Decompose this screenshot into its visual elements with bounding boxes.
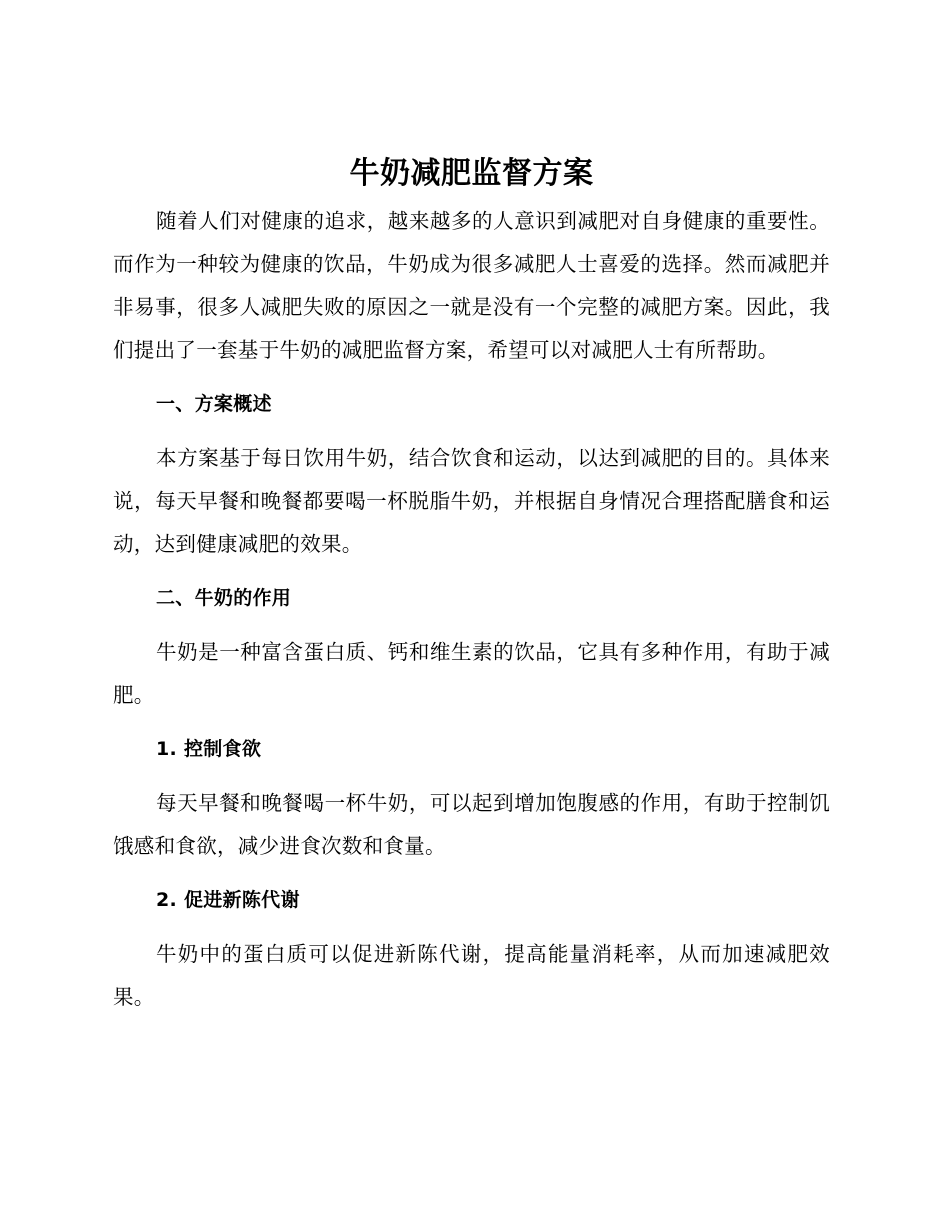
subsection-heading-appetite: 1. 控制食欲 — [156, 738, 262, 760]
subsection-body-metabolism: 牛奶中的蛋白质可以促进新陈代谢，提高能量消耗率，从而加速减肥效果。 — [113, 942, 830, 1009]
document-title: 牛奶减肥监督方案 — [349, 156, 594, 191]
document-body — [113, 148, 830, 1019]
section-body-overview: 本方案基于每日饮用牛奶，结合饮食和运动，以达到减肥的目的。具体来说，每天早餐和晚餐都要喝一杯脱脂牛奶，并根据自身情况合理搭配膳食和运动，达到健康减肥的效果。 — [113, 446, 830, 556]
intro-paragraph: 随着人们对健康的追求，越来越多的人意识到减肥对自身健康的重要性。而作为一种较为健康的饮品，牛奶成为很多减肥人士喜爱的选择。然而减肥并非易事，很多人减肥失败的原因之一就是没有一个完整的减肥方案。因此，我们提出了一套基于牛奶的减肥监督方案，希望可以对减肥人士有所帮助。 — [113, 209, 830, 362]
section-heading-overview: 一、方案概述 — [156, 393, 272, 415]
subsection-body-appetite: 每天早餐和晚餐喝一杯牛奶，可以起到增加饱腹感的作用，有助于控制饥饿感和食欲，减少进食次数和食量。 — [113, 791, 830, 858]
section-body-milk-effects: 牛奶是一种富含蛋白质、钙和维生素的饮品，它具有多种作用，有助于减肥。 — [113, 640, 830, 707]
subsection-heading-metabolism: 2. 促进新陈代谢 — [156, 889, 300, 911]
section-heading-milk-effects: 二、牛奶的作用 — [156, 587, 292, 609]
